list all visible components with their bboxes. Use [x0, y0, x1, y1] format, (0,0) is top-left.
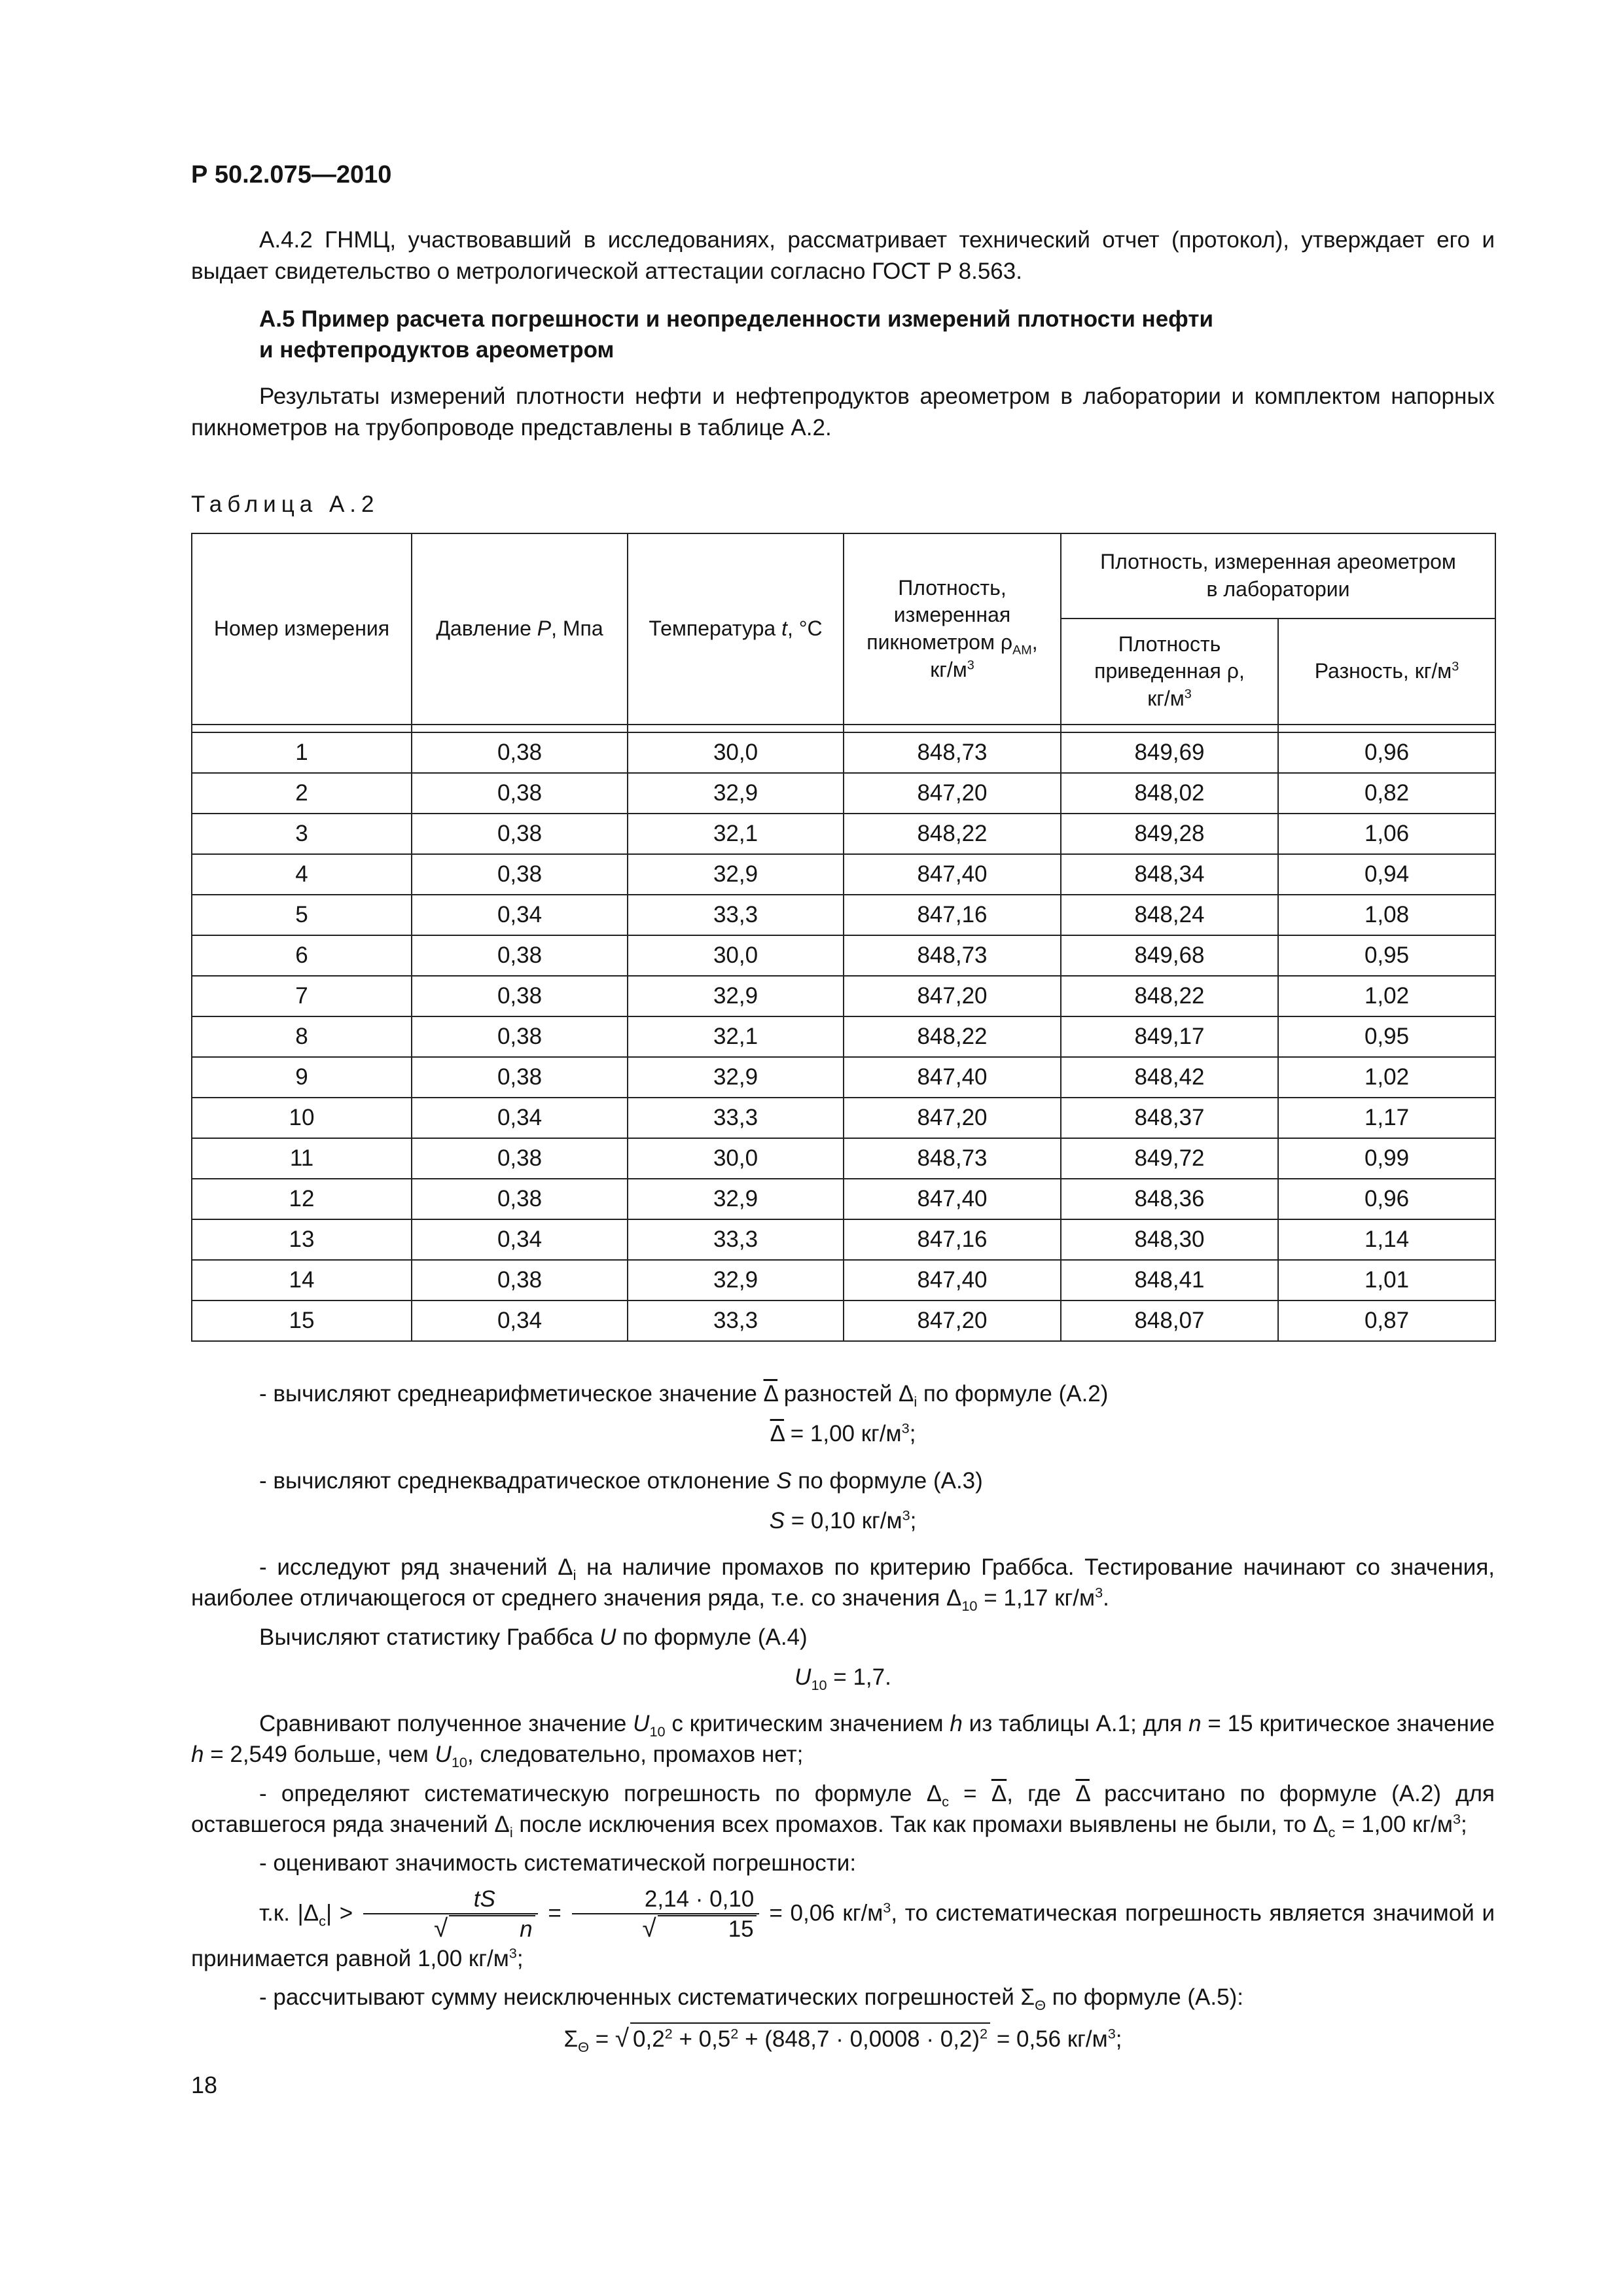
step-systematic-error: - определяют систематическую погрешность по формуле $\Delta_c = \overline{\Delta}$, где $\overline{\Delta}$ рассчитано по формуле (А.2) для оставшегося ряда значений $\Delta_i$ после исключения всех промахов. Так как промахи выявлены не были, то $\Delta_c = 1,00$ $кг/м^3$; [191, 1780, 1495, 1840]
section-heading [259, 304, 1495, 366]
table-cell: 847,20 [844, 1098, 1061, 1138]
table-cell: 0,82 [1278, 773, 1495, 814]
table-cell: 847,16 [844, 895, 1061, 935]
table-cell: 0,96 [1278, 732, 1495, 773]
table-cell: 0,95 [1278, 1016, 1495, 1057]
header-difference: Разность, $кг/м^3$ [1278, 619, 1495, 725]
document-id: Р 50.2.075—2010 [191, 161, 392, 188]
table-cell: 33,3 [628, 895, 844, 935]
table-cell: 0,38 [412, 854, 628, 895]
step-mean: - вычисляют среднеарифметическое значение $\overline{\Delta}$ разностей $\Delta_i$ по формуле (А.2) [259, 1381, 1109, 1410]
table-cell: 847,40 [844, 1179, 1061, 1219]
table-row [192, 895, 1495, 935]
table-cell: 849,72 [1061, 1138, 1278, 1179]
table-cell: 0,38 [412, 1138, 628, 1179]
formula-grubbs: $U_{10} = 1,7$. [794, 1664, 891, 1693]
table-cell: 1,14 [1278, 1219, 1495, 1260]
table-row [192, 1138, 1495, 1179]
page-number: 18 [191, 2072, 218, 2098]
table-cell: 0,34 [412, 895, 628, 935]
table-cell: 0,34 [412, 1219, 628, 1260]
table-cell: 0,38 [412, 976, 628, 1016]
table-caption: Таблица А.2 [191, 491, 380, 517]
table-cell: 32,9 [628, 854, 844, 895]
table-cell: 847,40 [844, 1260, 1061, 1300]
table-cell: 0,38 [412, 1016, 628, 1057]
table-cell: 0,95 [1278, 935, 1495, 976]
table-row [192, 1179, 1495, 1219]
table-cell: 847,20 [844, 773, 1061, 814]
table-cell: 1,02 [1278, 1057, 1495, 1098]
table-cell: 10 [192, 1098, 412, 1138]
header-separator [192, 725, 1495, 732]
table-cell: 849,68 [1061, 935, 1278, 976]
table-cell: 847,20 [844, 1300, 1061, 1341]
table-cell: 848,37 [1061, 1098, 1278, 1138]
table-cell: 849,17 [1061, 1016, 1278, 1057]
table-cell: 30,0 [628, 1138, 844, 1179]
table-cell: 1,02 [1278, 976, 1495, 1016]
table-cell: 847,40 [844, 1057, 1061, 1098]
table-cell: 32,9 [628, 1057, 844, 1098]
section-heading-line2: и нефтепродуктов ареометром [259, 337, 615, 363]
table-cell: 1,08 [1278, 895, 1495, 935]
measurements-table [191, 533, 1496, 1342]
table-body [192, 725, 1495, 1341]
table-cell: 0,38 [412, 814, 628, 854]
table-cell: 32,9 [628, 976, 844, 1016]
document-page [191, 158, 1495, 2072]
table-cell: 33,3 [628, 1098, 844, 1138]
table-cell: 0,94 [1278, 854, 1495, 895]
table-row [192, 935, 1495, 976]
table-cell: 0,38 [412, 1260, 628, 1300]
table-cell: 0,38 [412, 1179, 628, 1219]
table-cell: 848,73 [844, 732, 1061, 773]
section-intro: Результаты измерений плотности нефти и нефтепродуктов ареометром в лаборатории и комплектом напорных пикнометров на трубопроводе представлены в таблице А.2. [191, 384, 1495, 440]
header-pycnometer-density: Плотность, измеренная пикнометром $\rho_{АМ}$, $кг/м^3$ [844, 533, 1061, 725]
table-cell: 848,34 [1061, 854, 1278, 895]
table-cell: 1,01 [1278, 1260, 1495, 1300]
table-cell: 2 [192, 773, 412, 814]
table-cell: 0,38 [412, 935, 628, 976]
table-cell: 848,22 [844, 1016, 1061, 1057]
table-cell: 32,9 [628, 1179, 844, 1219]
calculation-text [191, 1378, 1495, 2056]
table-cell: 6 [192, 935, 412, 976]
table-cell: 849,69 [1061, 732, 1278, 773]
table-cell: 847,16 [844, 1219, 1061, 1260]
table-cell: 848,24 [1061, 895, 1278, 935]
step-significance: - оценивают значимость систематической погрешности: [259, 1850, 857, 1876]
table-row [192, 814, 1495, 854]
table-row [192, 1098, 1495, 1138]
table-cell: 0,38 [412, 773, 628, 814]
formula-sum-systematic: $\Sigma_\Theta$ = √ $0,2^2 + 0,5^2 + (848,7 \cdot 0,0008 \cdot 0,2)^2 = 0,56$ $кг/м^3$; [191, 2022, 1495, 2056]
table-cell: 30,0 [628, 935, 844, 976]
formula-mean: $\overline{\Delta} = 1,00$ $кг/м^3$; [770, 1420, 916, 1447]
table-row [192, 773, 1495, 814]
table-cell: 0,38 [412, 732, 628, 773]
fraction-ts-over-root-n: $\frac{tS}{√ n}$ [363, 1886, 538, 1943]
table-cell: 30,0 [628, 732, 844, 773]
section-heading-line1: А.5 Пример расчета погрешности и неопределенности измерений плотности нефти [259, 306, 1213, 332]
table-cell: 1,06 [1278, 814, 1495, 854]
table-cell: 32,1 [628, 814, 844, 854]
table-cell: 32,9 [628, 1260, 844, 1300]
table-cell: 848,22 [844, 814, 1061, 854]
step-significance-formula: т.к. $|\Delta_c|$ > $\frac{tS}{√ n}$ = $\frac{2,14 \cdot 0,10}{√ 15}$ = 0,06 $кг/м^3$, то систематическая погрешность является значимой и принимается равной 1,00 $кг/м^3$; [191, 1886, 1495, 1971]
table-row [192, 976, 1495, 1016]
table-cell: 0,87 [1278, 1300, 1495, 1341]
table-cell: 4 [192, 854, 412, 895]
table-cell: 848,07 [1061, 1300, 1278, 1341]
header-measurement-number: Номер измерения [192, 533, 412, 725]
header-reduced-density: Плотность приведенная ρ, $кг/м^3$ [1061, 619, 1278, 725]
header-temperature: Температура t, °С [628, 533, 844, 725]
table-cell: 848,42 [1061, 1057, 1278, 1098]
table-cell: 14 [192, 1260, 412, 1300]
table-cell: 848,36 [1061, 1179, 1278, 1219]
table-cell: 847,20 [844, 976, 1061, 1016]
table-cell: 1 [192, 732, 412, 773]
table-row [192, 854, 1495, 895]
table-cell: 13 [192, 1219, 412, 1260]
table-cell: 7 [192, 976, 412, 1016]
table-cell: 33,3 [628, 1219, 844, 1260]
fraction-numeric: $\frac{2,14 \cdot 0,10}{√ 15}$ [572, 1886, 759, 1943]
step-grubbs-statistic: Вычисляют статистику Граббса U по формуле (А.4) [259, 1624, 808, 1650]
step-sum-systematic: - рассчитывают сумму неисключенных систематических погрешностей $\Sigma_\Theta$ по формуле (А.5): [259, 1984, 1243, 2014]
table-cell: 32,1 [628, 1016, 844, 1057]
table-cell: 849,28 [1061, 814, 1278, 854]
header-areometer-group: Плотность, измеренная ареометром в лаборатории [1061, 533, 1495, 619]
table-cell: 848,73 [844, 935, 1061, 976]
table-cell: 33,3 [628, 1300, 844, 1341]
paragraph-a42: А.4.2 ГНМЦ, участвовавший в исследованиях, рассматривает технический отчет (протокол), утверждает его и выдает свидетельство о метрологической аттестации согласно ГОСТ Р 8.563. [191, 227, 1495, 284]
formula-std-deviation: S = 0,10 $кг/м^3$; [769, 1507, 917, 1534]
table-cell: 0,34 [412, 1300, 628, 1341]
table-cell: 12 [192, 1179, 412, 1219]
table-cell: 0,99 [1278, 1138, 1495, 1179]
table-cell: 5 [192, 895, 412, 935]
table-cell: 0,34 [412, 1098, 628, 1138]
step-grubbs-test: - исследуют ряд значений $\Delta_i$ на наличие промахов по критерию Граббса. Тестирование начинают со значения, наиболее отличающегося от среднего значения ряда, т.е. со значения $\Delta_{10} = 1,17$ $кг/м^3$. [191, 1554, 1495, 1615]
table-cell: 11 [192, 1138, 412, 1179]
table-cell: 9 [192, 1057, 412, 1098]
table-cell: 15 [192, 1300, 412, 1341]
table-row [192, 1016, 1495, 1057]
table-cell: 848,22 [1061, 976, 1278, 1016]
table-cell: 848,73 [844, 1138, 1061, 1179]
table-row [192, 732, 1495, 773]
step-compare: Сравнивают полученное значение $U_{10}$ с критическим значением h из таблицы А.1; для n = 15 критическое значение h = 2,549 больше, чем $U_{10}$, следовательно, промахов нет; [191, 1711, 1495, 1771]
table-cell: 847,40 [844, 854, 1061, 895]
table-cell: 0,38 [412, 1057, 628, 1098]
header-pressure: Давление P, Мпа [412, 533, 628, 725]
step-std-deviation: - вычисляют среднеквадратическое отклонение S по формуле (А.3) [259, 1467, 983, 1494]
table-cell: 1,17 [1278, 1098, 1495, 1138]
table-row [192, 1300, 1495, 1341]
table-cell: 32,9 [628, 773, 844, 814]
table-row [192, 1057, 1495, 1098]
table-cell: 848,41 [1061, 1260, 1278, 1300]
table-cell: 3 [192, 814, 412, 854]
table-cell: 848,30 [1061, 1219, 1278, 1260]
table-row [192, 1219, 1495, 1260]
table-row [192, 1260, 1495, 1300]
table-cell: 8 [192, 1016, 412, 1057]
table-cell: 0,96 [1278, 1179, 1495, 1219]
table-cell: 848,02 [1061, 773, 1278, 814]
